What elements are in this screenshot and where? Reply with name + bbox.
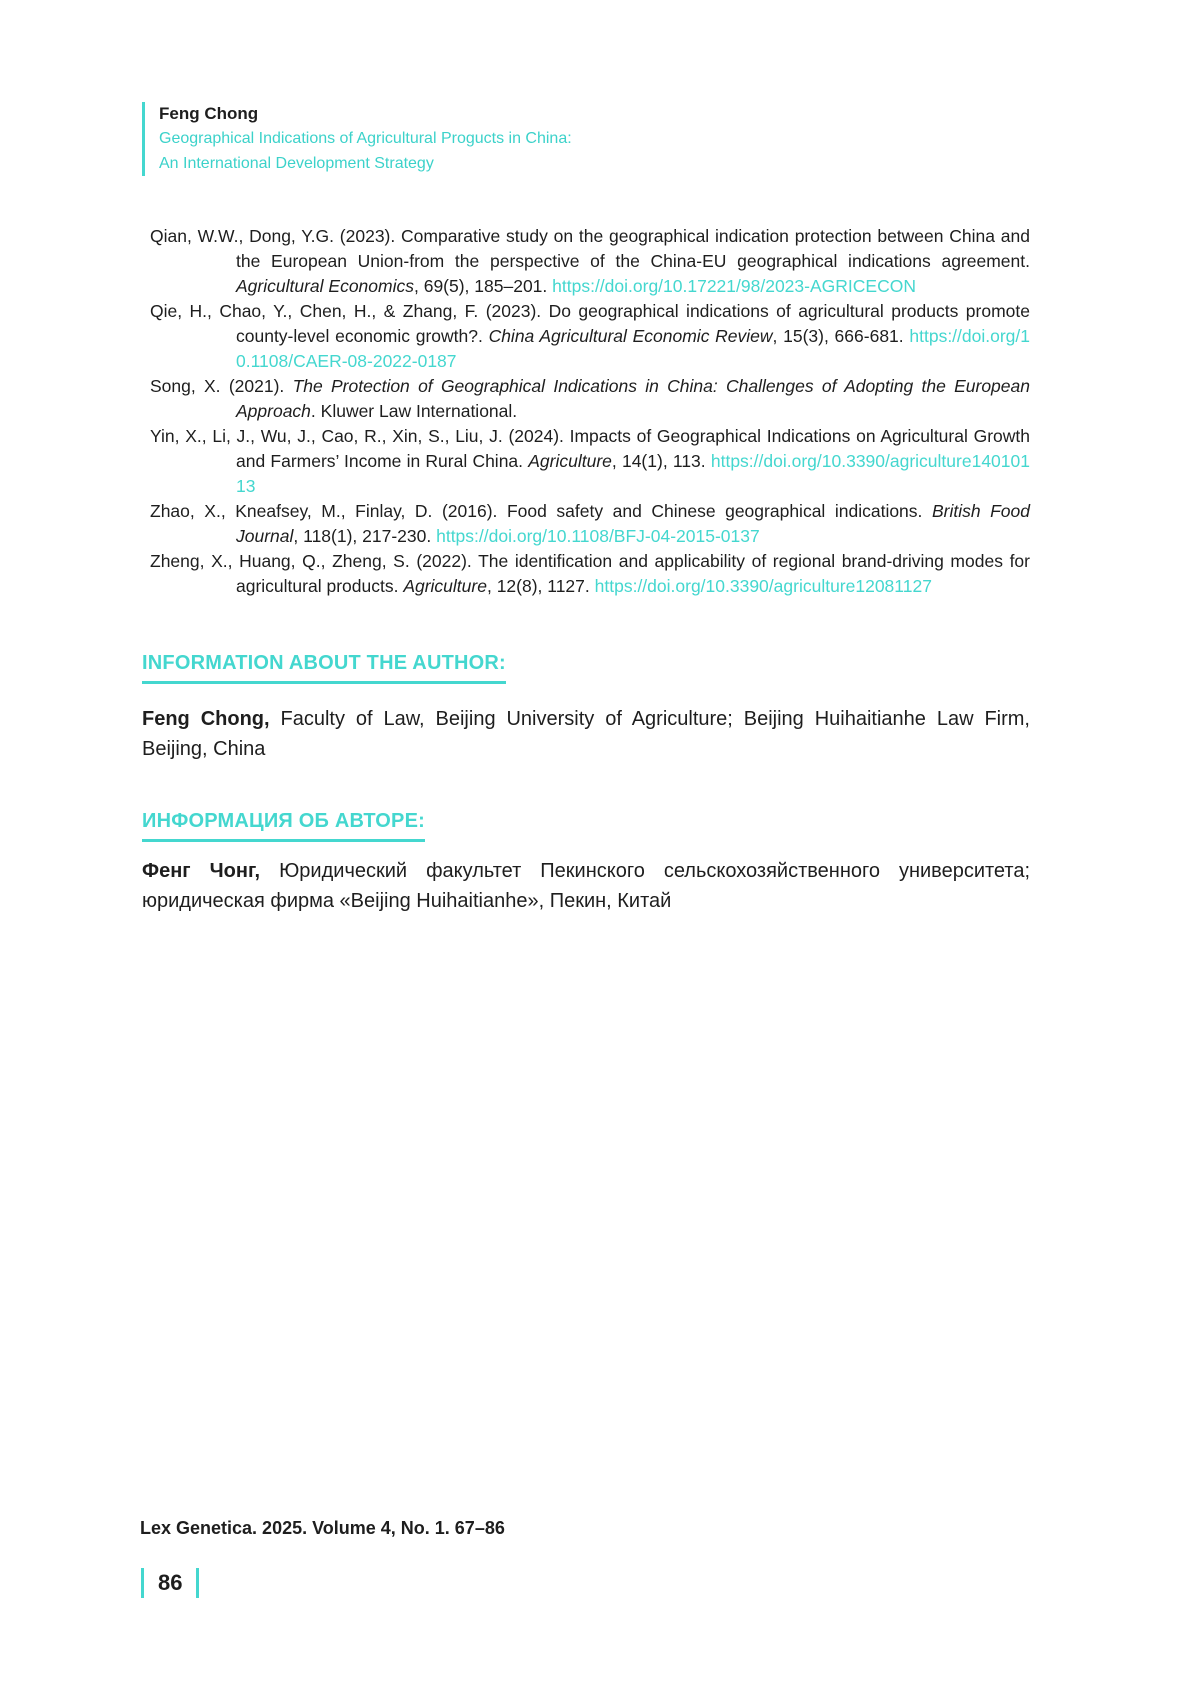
author-name-en: Feng Chong, bbox=[142, 708, 270, 730]
journal-citation-footer: Lex Genetica. 2025. Volume 4, No. 1. 67–86 bbox=[140, 1518, 505, 1538]
reference-details: , 12(8), 1127. bbox=[486, 576, 595, 596]
reference-details: , 14(1), 113. bbox=[611, 451, 711, 471]
author-info-ru bbox=[142, 856, 1030, 916]
reference-doi-link[interactable]: https://doi.org/10.1108/CAER-08-2022-0187 bbox=[236, 326, 1031, 371]
reference-details: . Kluwer Law International. bbox=[310, 401, 518, 421]
reference-journal: Agriculture bbox=[403, 576, 487, 596]
header-author: Feng Chong bbox=[159, 104, 259, 123]
reference-doi-link[interactable]: https://doi.org/10.3390/agriculture14010113 bbox=[236, 451, 1030, 496]
header-title-line-1: Geographical Indications of Agricultural Progucts in China: bbox=[159, 130, 572, 147]
reference-journal: Agriculture bbox=[528, 451, 612, 471]
reference-item bbox=[150, 549, 1030, 599]
reference-doi-link[interactable]: https://doi.org/10.17221/98/2023-AGRICECON bbox=[552, 276, 916, 296]
reference-journal: British Food Journal bbox=[236, 501, 1031, 546]
author-info-heading-ru: ИНФОРМАЦИЯ ОБ АВТОРЕ: bbox=[142, 810, 425, 842]
reference-text: Qie, H., Chao, Y., Chen, H., & Zhang, F. (2023). Do geographical indications of agricultural products promote county-level economic growth?. bbox=[150, 301, 1030, 346]
reference-doi-link[interactable]: https://doi.org/10.3390/agriculture12081127 bbox=[594, 576, 932, 596]
reference-journal: China Agricultural Economic Review bbox=[488, 326, 773, 346]
reference-text: Song, X. (2021). bbox=[150, 376, 293, 396]
reference-doi-link[interactable]: https://doi.org/10.1108/BFJ-04-2015-0137 bbox=[436, 526, 760, 546]
header-title-line-2: An International Development Strategy bbox=[159, 155, 434, 172]
running-header bbox=[142, 102, 572, 176]
reference-item bbox=[150, 374, 1030, 424]
reference-list bbox=[150, 224, 1030, 599]
author-info-en bbox=[142, 704, 1030, 764]
reference-item bbox=[150, 299, 1030, 374]
reference-item bbox=[150, 424, 1030, 499]
reference-item bbox=[150, 224, 1030, 299]
reference-details: , 15(3), 666-681. bbox=[772, 326, 910, 346]
reference-text: Zheng, X., Huang, Q., Zheng, S. (2022). The identification and applicability of regional brand-driving modes for agricultural products. bbox=[150, 551, 1030, 596]
reference-journal: Agricultural Economics bbox=[236, 276, 414, 296]
reference-text: Zhao, X., Kneafsey, M., Finlay, D. (2016). Food safety and Chinese geographical indications. bbox=[150, 501, 932, 521]
page-number: 86 bbox=[141, 1568, 199, 1598]
reference-text: Yin, X., Li, J., Wu, J., Cao, R., Xin, S., Liu, J. (2024). Impacts of Geographical Indications on Agricultural Growth and Farmers’ Income in Rural China. bbox=[150, 426, 1030, 471]
reference-details: , 69(5), 185–201. bbox=[413, 276, 553, 296]
author-affiliation-en: Faculty of Law, Beijing University of Agriculture; Beijing Huihaitianhe Law Firm, Beijing, China bbox=[142, 708, 1030, 760]
reference-text: Qian, W.W., Dong, Y.G. (2023). Comparative study on the geographical indication protection between China and the European Union-from the perspective of the China-EU geographical indications agreement. bbox=[150, 226, 1030, 271]
author-affiliation-ru: Юридический факультет Пекинского сельскохозяйственного университета; юридическая фирма «Beijing Huihaitianhe», Пекин, Китай bbox=[142, 860, 1031, 912]
reference-details: , 118(1), 217-230. bbox=[293, 526, 437, 546]
author-name-ru: Фенг Чонг, bbox=[142, 860, 261, 882]
reference-item bbox=[150, 499, 1030, 549]
author-info-heading-en: INFORMATION ABOUT THE AUTHOR: bbox=[142, 652, 506, 684]
reference-book-title: The Protection of Geographical Indications in China: Challenges of Adopting the European Approach bbox=[236, 376, 1030, 421]
